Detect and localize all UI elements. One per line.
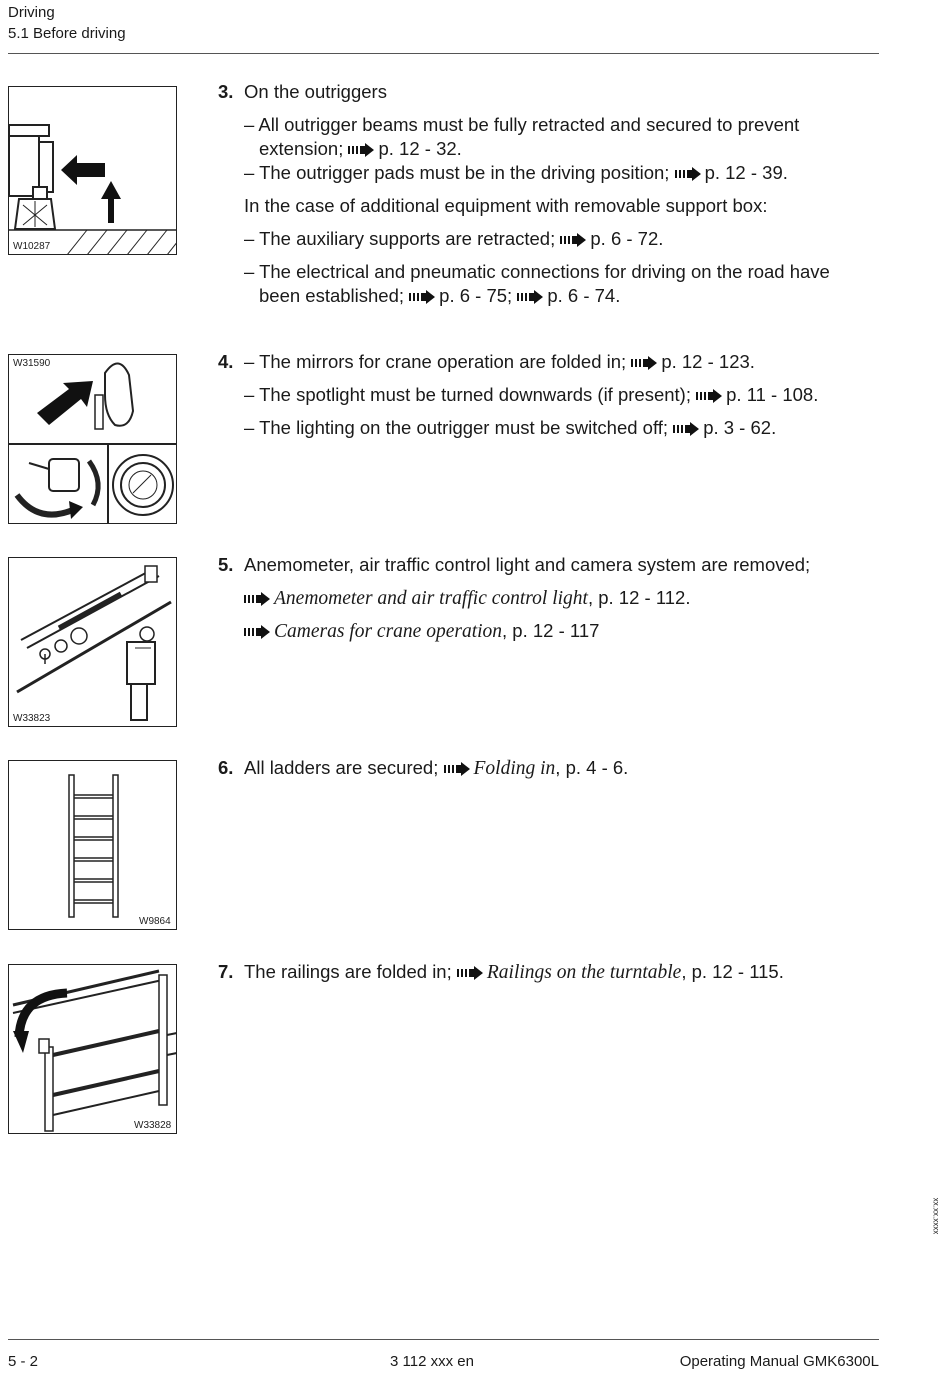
railings-figure [8,964,177,1134]
instruction-text: – The lighting on the outrigger must be switched off; [244,417,669,438]
instruction-line [244,383,818,407]
instruction-text: All ladders are secured; [244,757,439,778]
page-reference[interactable]: p. 12 - 39. [704,162,788,183]
instruction-line [259,284,620,308]
reference-arrow-icon [444,762,470,776]
document-number: 3 112 xxx en [390,1353,474,1370]
page-reference[interactable]: , p. 4 - 6. [555,757,629,778]
reference-title[interactable]: Railings on the turntable [486,962,682,983]
instruction-line [259,137,462,161]
reference-arrow-icon [631,356,657,370]
instruction-text: The railings are folded in; [244,961,452,982]
reference-arrow-icon [348,143,374,157]
step-number: 3. [218,81,234,102]
reference-title[interactable]: Anemometer and air traffic control light [274,588,588,609]
step-number: 6. [218,757,234,778]
step-number: 4. [218,351,234,372]
page-reference[interactable]: p. 6 - 72. [590,228,664,249]
side-code [929,1188,943,1244]
page-reference[interactable]: p. 3 - 62. [703,417,777,438]
figure-id: W9864 [139,916,171,927]
instruction-line [244,227,663,251]
page-reference[interactable]: , p. 12 - 115. [681,961,784,982]
figure-id: W33828 [134,1120,172,1131]
reference-line [244,586,690,611]
figure-id: W10287 [13,241,51,252]
figure-id: W31590 [13,358,51,369]
mirror-spotlight-figure [8,354,177,524]
reference-arrow-icon [675,167,701,181]
instruction-line [244,161,788,185]
instruction-line: – The electrical and pneumatic connections for driving on the road have [244,261,830,282]
reference-arrow-icon [696,389,722,403]
page-reference[interactable]: p. 12 - 32. [378,138,462,159]
reference-title[interactable]: Cameras for crane operation [274,621,503,642]
chapter-title: Driving [8,4,55,21]
reference-arrow-icon [673,422,699,436]
instruction-line [244,416,776,440]
instruction-line [244,350,755,374]
section-title: 5.1 Before driving [8,25,126,42]
instruction-line [244,960,784,985]
reference-arrow-icon [409,290,435,304]
instruction-text: – The mirrors for crane operation are folded in; [244,351,627,372]
page-reference[interactable]: p. 12 - 123. [661,351,755,372]
reference-line [244,619,599,644]
side-code-text: xx.xx.xxxx [931,1197,941,1235]
instruction-line [244,756,628,781]
anemometer-figure [8,557,177,727]
instruction-text: – The auxiliary supports are retracted; [244,228,556,249]
outrigger-figure [8,86,177,255]
page-reference[interactable]: p. 11 - 108. [726,384,819,405]
step-number: 7. [218,961,234,982]
page-reference[interactable]: p. 6 - 75; [439,285,513,306]
figure-id: W33823 [13,713,51,724]
instruction-line: – All outrigger beams must be fully retracted and secured to prevent [244,114,800,135]
running-header [8,2,126,44]
page-reference[interactable]: p. 6 - 74. [547,285,621,306]
instruction-text: been established; [259,285,405,306]
reference-arrow-icon [244,592,270,606]
reference-arrow-icon [517,290,543,304]
step-title: On the outriggers [244,81,387,102]
reference-arrow-icon [560,233,586,247]
page-reference[interactable]: , p. 12 - 117 [502,620,600,641]
ladder-figure [8,760,177,930]
reference-title[interactable]: Folding in [473,758,556,779]
footer-rule [8,1339,879,1340]
instruction-text: extension; [259,138,344,159]
instruction-text: – The spotlight must be turned downwards (if present); [244,384,691,405]
page-reference[interactable]: , p. 12 - 112. [587,587,691,608]
reference-arrow-icon [457,966,483,980]
step-number: 5. [218,554,234,575]
header-rule [8,53,879,54]
page-number: 5 - 2 [8,1353,39,1370]
reference-arrow-icon [244,625,270,639]
manual-title: Operating Manual GMK6300L [679,1353,879,1370]
step-title: Anemometer, air traffic control light and camera system are removed; [244,554,811,575]
instruction-line: In the case of additional equipment with removable support box: [244,195,768,216]
instruction-text: – The outrigger pads must be in the driving position; [244,162,670,183]
